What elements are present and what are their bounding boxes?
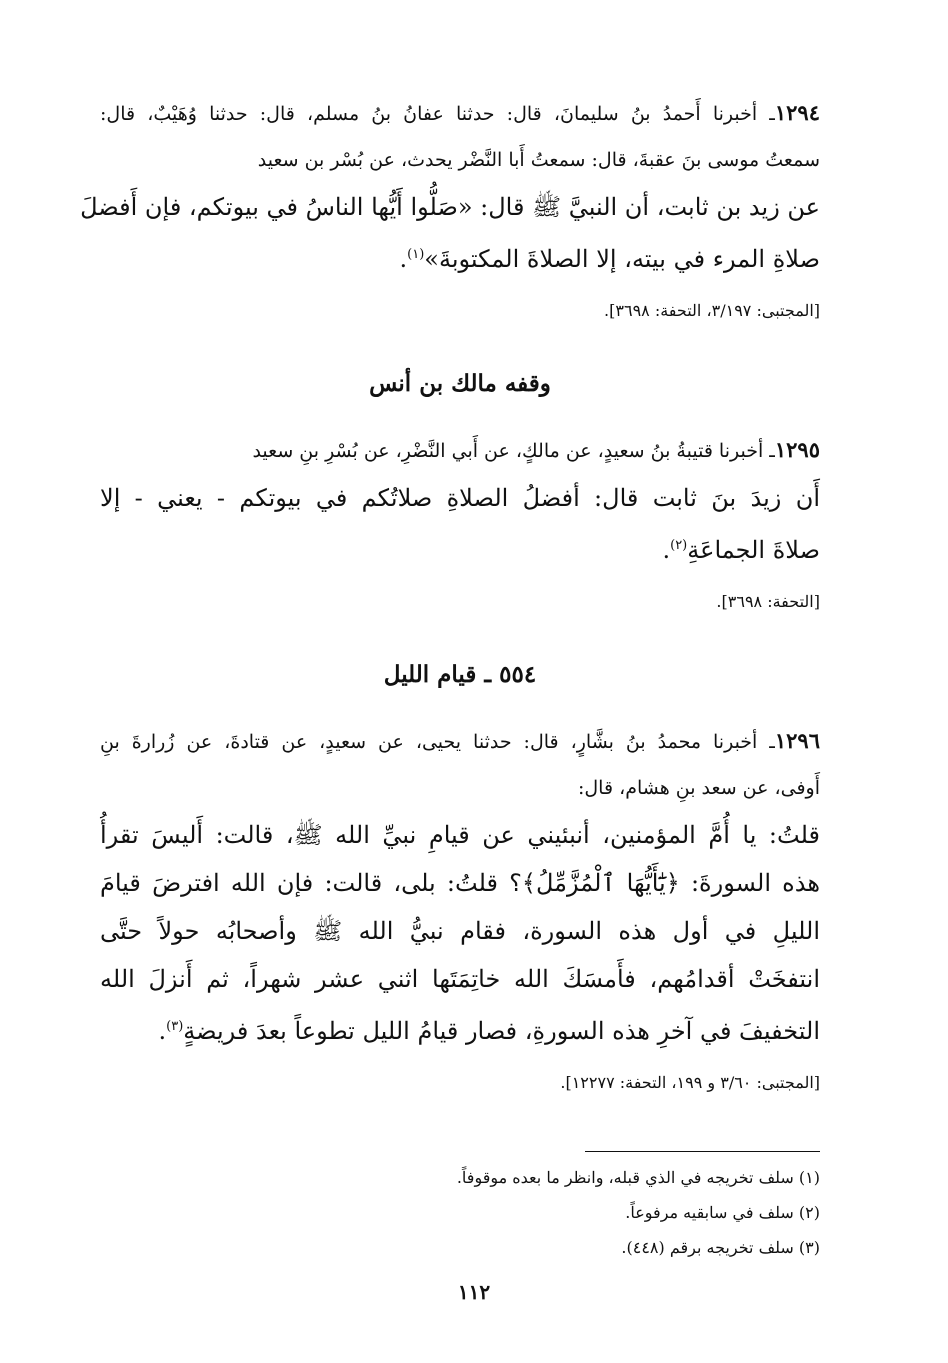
hadith-isnad-line bbox=[100, 90, 820, 137]
chapter-heading: ٥٥٤ ـ قيام الليل bbox=[383, 661, 537, 688]
page-number: ١١٢ bbox=[457, 1280, 491, 1304]
matn-text: صلاةِ المرء في بيته، إلا الصلاةَ المكتوبةَ» bbox=[424, 245, 820, 273]
hadith-number: ١٢٩٦ bbox=[774, 728, 820, 753]
hadith-isnad-line: أَوفى، عن سعد بنِ هشام، قال: bbox=[577, 777, 820, 799]
matn-end: . bbox=[158, 1017, 167, 1045]
hadith-1296 bbox=[100, 718, 820, 1103]
matn-text: التخفيفَ في آخرِ هذه السورةِ، فصار قيامُ الليل تطوعاً بعدَ فريضةٍ bbox=[183, 1017, 820, 1045]
isnad-text: ـ أخبرنا قتيبةُ بنُ سعيدٍ، عن مالكٍ، عن أَبي النَّضْرِ، عن بُسْرِ بنِ سعيد bbox=[252, 440, 775, 462]
hadith-matn-line bbox=[100, 522, 820, 574]
hadith-reference: [التحفة: ٣٦٩٨]. bbox=[716, 592, 820, 611]
hadith-1295 bbox=[100, 427, 820, 622]
hadith-isnad-line bbox=[100, 427, 820, 474]
footnote-item: (٢) سلف في سابقيه مرفوعاً. bbox=[625, 1203, 820, 1222]
hadith-isnad-line: سمعتُ موسى بنَ عقبةَ، قال: سمعتُ أَبا النَّضْر يحدث، عن بُسْر بن سعيد bbox=[257, 149, 820, 171]
hadith-matn-line: قلتُ: يا أُمَّ المؤمنين، أنبئيني عن قيامِ نبيِّ الله ﷺ، قالت: أَليسَ تقرأُ bbox=[100, 821, 820, 849]
isnad-text: ـ أخبرنا أَحمدُ بنُ سليمانَ، قال: حدثنا عفانُ بنُ مسلم، قال: حدثنا وُهَيْبٌ، قال: bbox=[100, 103, 775, 125]
hadith-reference: [المجتبى: ٣/١٩٧، التحفة: ٣٦٩٨]. bbox=[604, 301, 820, 320]
hadith-matn-line: الليلِ في أول هذه السورة، فقام نبيُّ الله ﷺ وأصحابُه حولاً حتَّى bbox=[100, 917, 820, 945]
hadith-number: ١٢٩٤ bbox=[774, 100, 820, 125]
hadith-1294 bbox=[80, 90, 820, 331]
matn-end: . bbox=[399, 245, 408, 273]
hadith-reference: [المجتبى: ٣/٦٠ و ١٩٩، التحفة: ١٢٢٧٧]. bbox=[560, 1073, 820, 1092]
hadith-matn-line: عن زيد بن ثابت، أن النبيَّ ﷺ قال: «صَلُّوا أَيُّها الناسُ في بيوتكم، فإن أَفضلَ bbox=[80, 193, 820, 221]
hadith-matn-line: انتفخَتْ أقدامُهم، فأَمسَكَ الله خاتِمَتَها اثني عشر شهراً، ثم أَنزلَ الله bbox=[100, 965, 820, 993]
hadith-isnad-line bbox=[100, 718, 820, 765]
hadith-number: ١٢٩٥ bbox=[774, 437, 820, 462]
footnote-marker: (٣) bbox=[166, 1019, 184, 1034]
hadith-matn-line: هذه السورةَ: ﴿يَٰٓأَيُّهَا ٱلْمُزَّمِّلُ﴾؟ قلتُ: بلى، قالت: فإن الله افترضَ قيامَ bbox=[100, 869, 820, 897]
footnote-item: (٣) سلف تخريجه برقم (٤٤٨). bbox=[621, 1238, 820, 1257]
footnote-marker: (١) bbox=[407, 247, 425, 262]
matn-end: . bbox=[662, 536, 671, 564]
hadith-matn-line bbox=[100, 231, 820, 283]
isnad-text: ـ أخبرنا محمدُ بنُ بشَّارٍ، قال: حدثنا يحيى، عن سعيدٍ، عن قتادةَ، عن زُرارةَ بنِ bbox=[100, 731, 775, 753]
page-content bbox=[80, 90, 820, 1363]
section-heading: وقفه مالك بن أنس bbox=[369, 370, 551, 397]
hadith-matn-line bbox=[100, 1003, 820, 1055]
matn-text: صلاةَ الجماعَةِ bbox=[687, 536, 820, 564]
footnotes-divider bbox=[585, 1151, 820, 1152]
hadith-matn-line: أَن زيدَ بنَ ثابت قال: أفضلُ الصلاةِ صلاتُكم في بيوتكم - يعني - إلا bbox=[100, 484, 820, 512]
footnote-marker: (٢) bbox=[670, 538, 688, 553]
footnotes bbox=[100, 1160, 820, 1265]
footnote-item: (١) سلف تخريجه في الذي قبله، وانظر ما بعده موقوفاً. bbox=[456, 1168, 820, 1187]
